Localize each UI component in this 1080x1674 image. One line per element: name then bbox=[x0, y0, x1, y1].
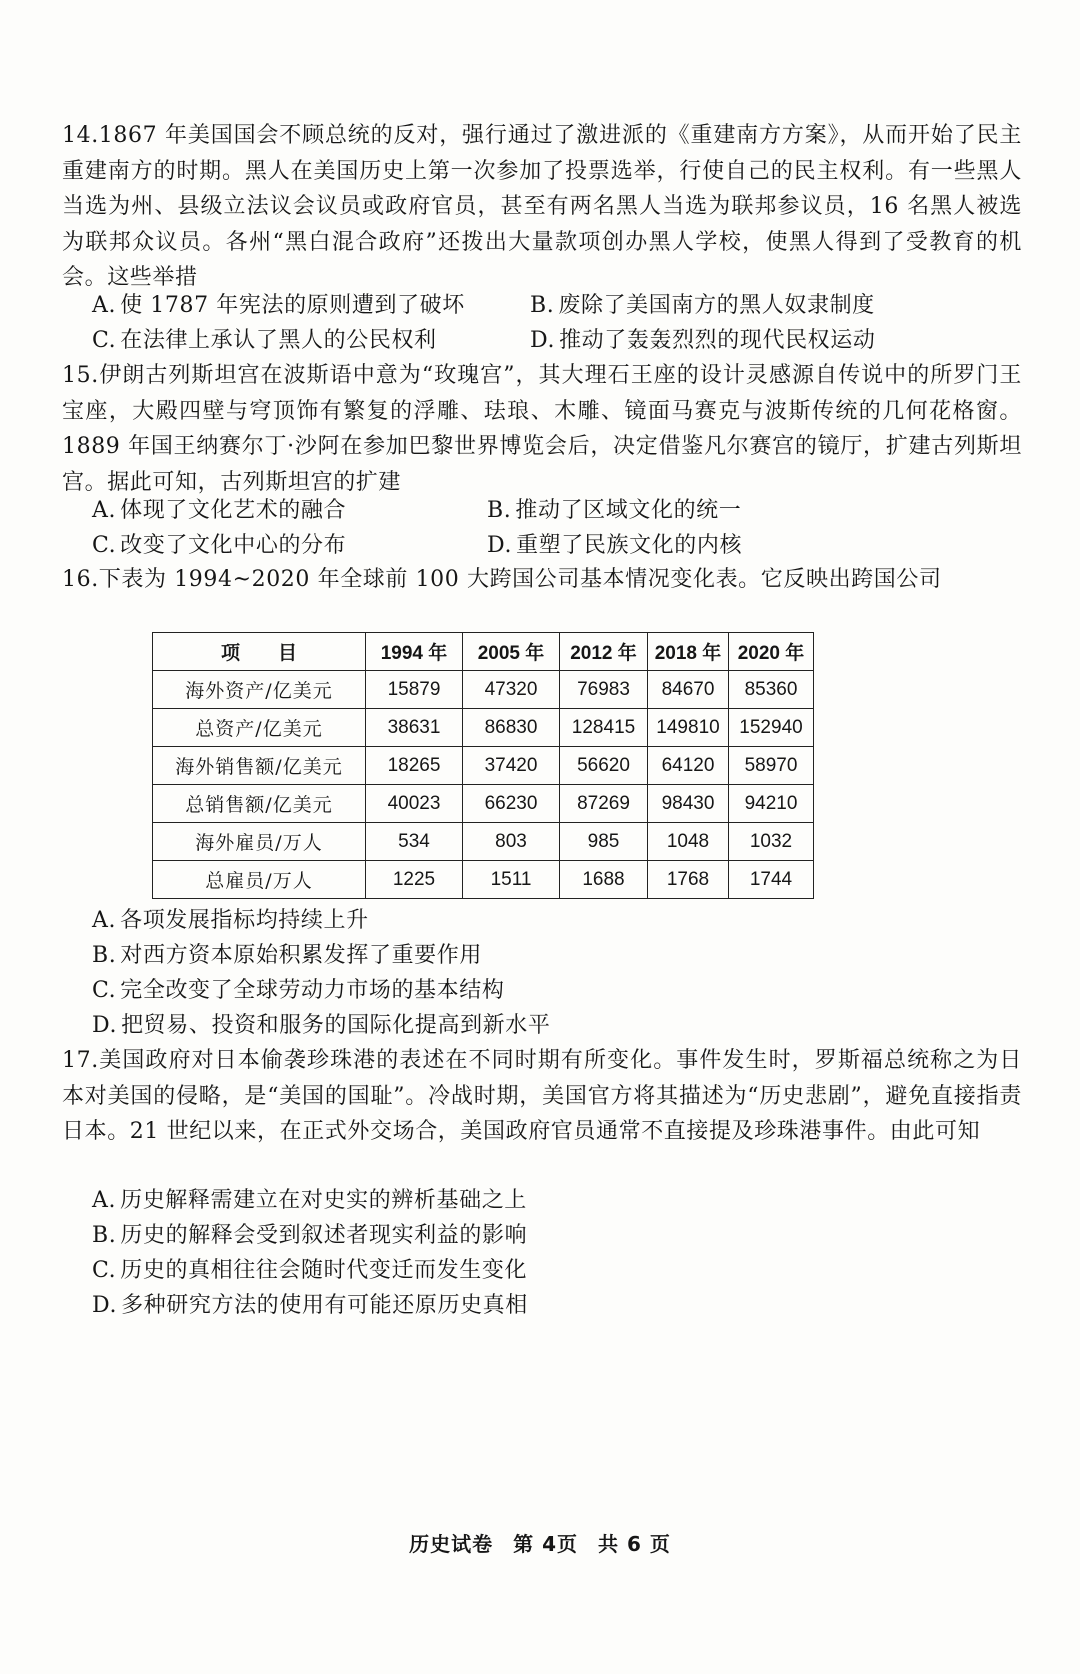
option-text: 对西方资本原始积累发挥了重要作用 bbox=[120, 943, 482, 968]
table-cell: 37420 bbox=[463, 747, 560, 785]
table-cell: 1744 bbox=[729, 861, 814, 899]
table-row bbox=[153, 747, 814, 785]
table-header-cell: 2012 年 bbox=[560, 633, 648, 671]
table-cell: 64120 bbox=[648, 747, 729, 785]
option-text: 多种研究方法的使用有可能还原历史真相 bbox=[121, 1293, 528, 1318]
table-cell: 1225 bbox=[366, 861, 463, 899]
footer-subject: 历史试卷 bbox=[409, 1532, 494, 1556]
option-text: 使 1787 年宪法的原则遭到了破坏 bbox=[120, 293, 465, 318]
table-row bbox=[153, 671, 814, 709]
table-header-row bbox=[153, 633, 814, 671]
data-table bbox=[152, 632, 814, 899]
table-cell: 38631 bbox=[366, 709, 463, 747]
option-label: D. bbox=[92, 1013, 118, 1038]
question-text: 美国政府对日本偷袭珍珠港的表述在不同时期有所变化。事件发生时，罗斯福总统称之为日本对美国的侵略，是“美国的国耻”。冷战时期，美国官方将其描述为“历史悲剧”，避免直接指责日本。21 世纪以来，在正式外交场合，美国政府官员通常不直接提及珍珠港事件。由此可知 bbox=[62, 1048, 1022, 1144]
question-15-stem bbox=[62, 358, 1022, 500]
option-label: C. bbox=[92, 1258, 117, 1283]
table-cell: 94210 bbox=[729, 785, 814, 823]
question-16-stem bbox=[62, 562, 1022, 598]
table-row bbox=[153, 709, 814, 747]
table-cell: 1511 bbox=[463, 861, 560, 899]
table-cell: 1048 bbox=[648, 823, 729, 861]
question-text: 伊朗古列斯坦宫在波斯语中意为“玫瑰宫”，其大理石王座的设计灵感源自传说中的所罗门王宝座，大殿四壁与穹顶饰有繁复的浮雕、珐琅、木雕、镜面马赛克与波斯传统的几何花格窗。1889 年国王纳赛尔丁·沙阿在参加巴黎世界博览会后，决定借鉴凡尔赛宫的镜厅，扩建古列斯坦宫。据此可知，古列斯坦宫的扩建 bbox=[62, 363, 1022, 495]
option-b bbox=[92, 1218, 527, 1253]
table-header-cell: 2020 年 bbox=[729, 633, 814, 671]
option-text: 各项发展指标均持续上升 bbox=[120, 908, 369, 933]
table-cell: 海外雇员/万人 bbox=[153, 823, 366, 861]
page-footer bbox=[0, 1528, 1080, 1557]
table-header-cell: 2018 年 bbox=[648, 633, 729, 671]
option-label: C. bbox=[92, 533, 117, 558]
option-b bbox=[487, 493, 741, 528]
question-14 bbox=[62, 118, 1022, 296]
table-cell: 803 bbox=[463, 823, 560, 861]
option-text: 把贸易、投资和服务的国际化提高到新水平 bbox=[121, 1013, 551, 1038]
question-number: 15. bbox=[62, 363, 99, 388]
footer-total-pages: 共 6 页 bbox=[597, 1532, 671, 1556]
option-c bbox=[92, 323, 437, 358]
question-text: 下表为 1994~2020 年全球前 100 大跨国公司基本情况变化表。它反映出跨国公司 bbox=[98, 567, 942, 592]
option-label: A. bbox=[92, 908, 117, 933]
table-cell: 128415 bbox=[560, 709, 648, 747]
option-text: 完全改变了全球劳动力市场的基本结构 bbox=[120, 978, 505, 1003]
option-text: 废除了美国南方的黑人奴隶制度 bbox=[558, 293, 875, 318]
table-header-cell: 1994 年 bbox=[366, 633, 463, 671]
table-cell: 总资产/亿美元 bbox=[153, 709, 366, 747]
table-cell: 76983 bbox=[560, 671, 648, 709]
table-cell: 1688 bbox=[560, 861, 648, 899]
table-cell: 海外资产/亿美元 bbox=[153, 671, 366, 709]
question-15 bbox=[62, 358, 1022, 500]
table-cell: 985 bbox=[560, 823, 648, 861]
option-label: B. bbox=[92, 943, 117, 968]
table-cell: 87269 bbox=[560, 785, 648, 823]
table-cell: 15879 bbox=[366, 671, 463, 709]
table-cell: 98430 bbox=[648, 785, 729, 823]
question-17-stem bbox=[62, 1043, 1022, 1150]
table-cell: 18265 bbox=[366, 747, 463, 785]
table-cell: 1768 bbox=[648, 861, 729, 899]
option-d bbox=[92, 1288, 528, 1323]
option-text: 历史解释需建立在对史实的辨析基础之上 bbox=[120, 1188, 527, 1213]
table-cell: 85360 bbox=[729, 671, 814, 709]
option-text: 历史的解释会受到叙述者现实利益的影响 bbox=[120, 1223, 528, 1248]
option-b bbox=[530, 288, 875, 323]
option-d bbox=[530, 323, 875, 358]
footer-page-number: 第 4页 bbox=[513, 1532, 579, 1556]
table-cell: 149810 bbox=[648, 709, 729, 747]
table-cell: 58970 bbox=[729, 747, 814, 785]
option-text: 推动了轰轰烈烈的现代民权运动 bbox=[559, 328, 876, 353]
table-row bbox=[153, 861, 814, 899]
question-17 bbox=[62, 1043, 1022, 1150]
option-text: 重塑了民族文化的内核 bbox=[516, 533, 743, 558]
question-number: 17. bbox=[62, 1048, 99, 1073]
option-c bbox=[92, 973, 504, 1008]
table-cell: 总销售额/亿美元 bbox=[153, 785, 366, 823]
table-row bbox=[153, 823, 814, 861]
table-cell: 56620 bbox=[560, 747, 648, 785]
option-label: B. bbox=[92, 1223, 117, 1248]
option-a bbox=[92, 493, 346, 528]
option-label: A. bbox=[92, 1188, 117, 1213]
table-cell: 海外销售额/亿美元 bbox=[153, 747, 366, 785]
option-label: A. bbox=[92, 293, 117, 318]
table-header-cell: 2005 年 bbox=[463, 633, 560, 671]
option-c bbox=[92, 1253, 527, 1288]
question-14-stem bbox=[62, 118, 1022, 296]
option-a bbox=[92, 288, 465, 323]
option-text: 历史的真相往往会随时代变迁而发生变化 bbox=[120, 1258, 528, 1283]
option-text: 改变了文化中心的分布 bbox=[120, 533, 347, 558]
table-cell: 1032 bbox=[729, 823, 814, 861]
option-label: C. bbox=[92, 978, 117, 1003]
option-text: 在法律上承认了黑人的公民权利 bbox=[120, 328, 437, 353]
table-row bbox=[153, 785, 814, 823]
option-label: D. bbox=[92, 1293, 118, 1318]
table-cell: 47320 bbox=[463, 671, 560, 709]
option-text: 体现了文化艺术的融合 bbox=[120, 498, 347, 523]
option-label: D. bbox=[530, 328, 556, 353]
option-label: C. bbox=[92, 328, 117, 353]
table-cell: 84670 bbox=[648, 671, 729, 709]
option-label: B. bbox=[530, 293, 555, 318]
option-label: A. bbox=[92, 498, 117, 523]
question-number: 16. bbox=[62, 567, 99, 592]
option-d bbox=[92, 1008, 550, 1043]
question-16 bbox=[62, 562, 1022, 598]
table-header-cell: 项 目 bbox=[153, 633, 366, 671]
table-cell: 66230 bbox=[463, 785, 560, 823]
question-text: 1867 年美国国会不顾总统的反对，强行通过了激进派的《重建南方方案》，从而开始了民主重建南方的时期。黑人在美国历史上第一次参加了投票选举，行使自己的民主权利。有一些黑人当选为州、县级立法议会议员或政府官员，甚至有两名黑人当选为联邦参议员，16 名黑人被选为联邦众议员。各州“黑白混合政府”还拨出大量款项创办黑人学校，使黑人得到了受教育的机会。这些举措 bbox=[62, 123, 1022, 290]
table-cell: 534 bbox=[366, 823, 463, 861]
table-cell: 86830 bbox=[463, 709, 560, 747]
table-cell: 40023 bbox=[366, 785, 463, 823]
option-label: D. bbox=[487, 533, 513, 558]
option-label: B. bbox=[487, 498, 512, 523]
option-d bbox=[487, 528, 742, 563]
option-c bbox=[92, 528, 346, 563]
option-a bbox=[92, 1183, 527, 1218]
option-text: 推动了区域文化的统一 bbox=[515, 498, 742, 523]
option-b bbox=[92, 938, 482, 973]
question-number: 14. bbox=[62, 123, 99, 148]
option-a bbox=[92, 903, 369, 938]
table-cell: 152940 bbox=[729, 709, 814, 747]
table-cell: 总雇员/万人 bbox=[153, 861, 366, 899]
